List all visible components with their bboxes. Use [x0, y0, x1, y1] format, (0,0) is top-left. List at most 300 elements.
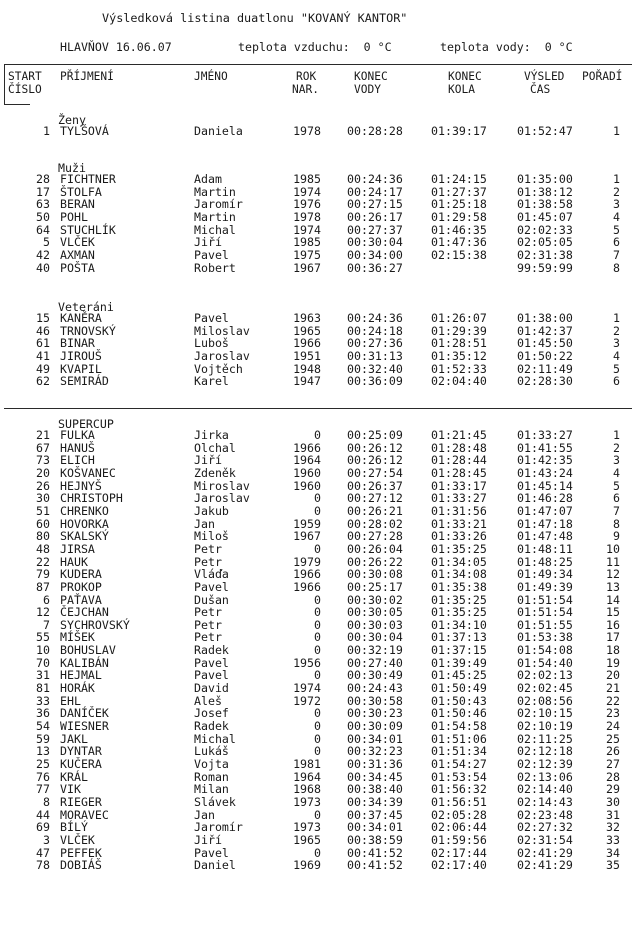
cell-no: 7 — [43, 617, 50, 632]
cell-bike: 01:50:46 — [431, 706, 487, 721]
cell-water: 00:25:09 — [347, 428, 403, 442]
cell-bike: 01:21:45 — [431, 428, 487, 442]
cell-result: 01:45:50 — [517, 336, 573, 351]
cell-bike: 01:53:54 — [431, 769, 487, 784]
cell-name: Martin — [194, 209, 236, 224]
cell-surname: CHRENKO — [60, 503, 109, 518]
header-bike-end: KONEC — [448, 70, 482, 83]
cell-bike: 01:46:35 — [431, 222, 487, 237]
cell-year: 0 — [314, 605, 321, 620]
cell-name: Petr — [194, 554, 222, 569]
cell-surname: TRNOVSKÝ — [60, 323, 116, 338]
cell-no: 1 — [43, 124, 50, 138]
cell-bike: 01:24:15 — [431, 172, 487, 186]
cell-result: 01:41:55 — [517, 440, 573, 455]
cell-name: Jakub — [194, 503, 229, 518]
cell-water: 00:26:17 — [347, 209, 403, 224]
cell-name: Milan — [194, 782, 229, 797]
cell-result: 99:59:99 — [517, 260, 573, 275]
cell-rank: 2 — [613, 440, 620, 455]
cell-year: 1948 — [293, 361, 321, 376]
cell-rank: 29 — [606, 782, 620, 797]
cell-no: 15 — [36, 311, 50, 325]
cell-water: 00:26:04 — [347, 541, 403, 556]
cell-bike: 01:25:18 — [431, 197, 487, 212]
cell-rank: 27 — [606, 756, 620, 771]
cell-result: 02:31:38 — [517, 247, 573, 262]
category-label: Ženy — [58, 113, 86, 127]
cell-rank: 24 — [606, 719, 620, 733]
cell-no: 70 — [36, 655, 50, 670]
header-top-rule — [4, 64, 632, 65]
header-bottom-rule — [4, 104, 30, 105]
cell-no: 80 — [36, 529, 50, 544]
cell-water: 00:28:02 — [347, 516, 403, 531]
cell-rank: 21 — [606, 681, 620, 695]
cell-result: 02:11:49 — [517, 361, 573, 376]
cell-result: 01:45:14 — [517, 478, 573, 493]
cell-year: 1974 — [293, 681, 321, 695]
cell-year: 1978 — [293, 209, 321, 224]
cell-name: Jaroslav — [194, 491, 250, 506]
cell-name: Dušan — [194, 592, 229, 607]
cell-no: 6 — [43, 592, 50, 607]
cell-result: 02:12:39 — [517, 756, 573, 771]
cell-surname: DANÍČEK — [60, 706, 109, 721]
cell-result: 01:49:39 — [517, 579, 573, 594]
cell-bike: 01:39:17 — [431, 124, 487, 138]
cell-name: Jiří — [194, 832, 222, 847]
cell-no: 40 — [36, 260, 50, 275]
cell-name: Radek — [194, 719, 229, 733]
cell-surname: VLČEK — [60, 832, 95, 847]
cell-year: 1973 — [293, 820, 321, 835]
cell-surname: STUCHLÍK — [60, 222, 116, 237]
cell-year: 0 — [314, 731, 321, 746]
header-water: VODY — [354, 83, 381, 96]
cell-bike: 02:17:44 — [431, 845, 487, 860]
cell-rank: 14 — [606, 592, 620, 607]
cell-bike: 01:54:27 — [431, 756, 487, 771]
cell-no: 26 — [36, 478, 50, 493]
cell-no: 10 — [36, 643, 50, 657]
cell-no: 69 — [36, 820, 50, 835]
cell-name: Pavel — [194, 668, 229, 683]
cell-name: Josef — [194, 706, 229, 721]
cell-name: Jaromír — [194, 820, 243, 835]
cell-rank: 2 — [613, 184, 620, 199]
cell-bike: 01:56:32 — [431, 782, 487, 797]
cell-surname: HORÁK — [60, 681, 95, 695]
cell-surname: VLČEK — [60, 235, 95, 250]
cell-bike: 01:33:21 — [431, 516, 487, 531]
cell-rank: 5 — [613, 361, 620, 376]
cell-surname: KANĚRA — [60, 311, 102, 325]
cell-year: 1960 — [293, 478, 321, 493]
cell-no: 8 — [43, 794, 50, 809]
cell-result: 01:50:22 — [517, 348, 573, 363]
cell-bike: 01:47:36 — [431, 235, 487, 250]
cell-no: 77 — [36, 782, 50, 797]
cell-result: 02:08:56 — [517, 693, 573, 708]
air-temperature: teplota vzduchu: 0 °C — [238, 40, 392, 54]
cell-rank: 3 — [613, 197, 620, 212]
cell-rank: 6 — [613, 235, 620, 250]
cell-rank: 17 — [606, 630, 620, 645]
cell-surname: HEJNYŠ — [60, 478, 102, 493]
cell-water: 00:27:28 — [347, 529, 403, 544]
cell-result: 01:46:28 — [517, 491, 573, 506]
cell-result: 01:38:12 — [517, 184, 573, 199]
cell-bike: 01:35:25 — [431, 592, 487, 607]
cell-name: Jan — [194, 516, 215, 531]
cell-no: 61 — [36, 336, 50, 351]
cell-surname: KALIBÁN — [60, 655, 109, 670]
cell-year: 0 — [314, 630, 321, 645]
cell-rank: 2 — [613, 323, 620, 338]
cell-no: 79 — [36, 567, 50, 582]
cell-no: 60 — [36, 516, 50, 531]
cell-rank: 19 — [606, 655, 620, 670]
cell-bike: 01:52:33 — [431, 361, 487, 376]
cell-no: 47 — [36, 845, 50, 860]
cell-no: 44 — [36, 807, 50, 822]
cell-bike: 01:27:37 — [431, 184, 487, 199]
cell-name: Pavel — [194, 845, 229, 860]
cell-water: 00:27:54 — [347, 465, 403, 480]
header-surname: PŘÍJMENÍ — [60, 70, 114, 83]
cell-result: 01:43:24 — [517, 465, 573, 480]
cell-surname: HAUK — [60, 554, 88, 569]
cell-water: 00:32:40 — [347, 361, 403, 376]
cell-surname: JAKL — [60, 731, 88, 746]
cell-name: Olchal — [194, 440, 236, 455]
cell-year: 1972 — [293, 693, 321, 708]
header-time: ČAS — [530, 83, 551, 96]
cell-name: Jiří — [194, 453, 222, 468]
cell-result: 02:28:30 — [517, 374, 573, 389]
cell-no: 31 — [36, 668, 50, 683]
cell-no: 54 — [36, 719, 50, 733]
cell-surname: BOHUSLAV — [60, 643, 116, 657]
cell-result: 01:53:38 — [517, 630, 573, 645]
cell-surname: HOVORKA — [60, 516, 109, 531]
cell-result: 01:42:37 — [517, 323, 573, 338]
cell-bike: 01:29:39 — [431, 323, 487, 338]
cell-name: Miloš — [194, 529, 229, 544]
cell-water: 00:28:28 — [347, 124, 403, 138]
cell-water: 00:32:19 — [347, 643, 403, 657]
cell-rank: 10 — [606, 541, 620, 556]
category-label: Muži — [58, 161, 86, 175]
cell-name: Martin — [194, 184, 236, 199]
cell-no: 76 — [36, 769, 50, 784]
cell-surname: PEFFEK — [60, 845, 102, 860]
cell-year: 0 — [314, 643, 321, 657]
cell-result: 02:02:33 — [517, 222, 573, 237]
cell-water: 00:26:12 — [347, 440, 403, 455]
cell-bike: 01:31:56 — [431, 503, 487, 518]
cell-rank: 6 — [613, 491, 620, 506]
cell-rank: 3 — [613, 453, 620, 468]
cell-name: Pavel — [194, 247, 229, 262]
cell-surname: BINAR — [60, 336, 95, 351]
cell-name: Jaroslav — [194, 348, 250, 363]
cell-no: 59 — [36, 731, 50, 746]
cell-name: Vláďa — [194, 567, 229, 582]
cell-name: Petr — [194, 630, 222, 645]
cell-surname: KUČERA — [60, 756, 102, 771]
cell-result: 01:51:54 — [517, 605, 573, 620]
cell-water: 00:34:01 — [347, 820, 403, 835]
cell-result: 02:10:15 — [517, 706, 573, 721]
cell-water: 00:27:36 — [347, 336, 403, 351]
cell-year: 1981 — [293, 756, 321, 771]
cell-name: Vojtěch — [194, 361, 243, 376]
cell-water: 00:30:03 — [347, 617, 403, 632]
cell-rank: 25 — [606, 731, 620, 746]
cell-result: 01:51:54 — [517, 592, 573, 607]
cell-bike: 01:26:07 — [431, 311, 487, 325]
cell-year: 1979 — [293, 554, 321, 569]
cell-water: 00:41:52 — [347, 858, 403, 873]
cell-water: 00:26:37 — [347, 478, 403, 493]
cell-surname: ŠTOLFA — [60, 184, 102, 199]
cell-no: 21 — [36, 428, 50, 442]
cell-result: 02:27:32 — [517, 820, 573, 835]
cell-bike: 01:39:49 — [431, 655, 487, 670]
cell-no: 17 — [36, 184, 50, 199]
cell-bike: 01:34:08 — [431, 567, 487, 582]
cell-surname: RIEGER — [60, 794, 102, 809]
cell-rank: 6 — [613, 374, 620, 389]
cell-water: 00:41:52 — [347, 845, 403, 860]
cell-rank: 3 — [613, 336, 620, 351]
cell-rank: 16 — [606, 617, 620, 632]
cell-water: 00:27:15 — [347, 197, 403, 212]
cell-bike: 01:33:17 — [431, 478, 487, 493]
cell-rank: 28 — [606, 769, 620, 784]
cell-result: 01:47:18 — [517, 516, 573, 531]
cell-result: 02:41:29 — [517, 858, 573, 873]
cell-bike: 01:50:49 — [431, 681, 487, 695]
cell-bike: 01:59:56 — [431, 832, 487, 847]
cell-surname: DYNTAR — [60, 744, 102, 759]
cell-result: 01:52:47 — [517, 124, 573, 138]
cell-name: Michal — [194, 222, 236, 237]
cell-rank: 4 — [613, 465, 620, 480]
cell-water: 00:34:45 — [347, 769, 403, 784]
cell-rank: 35 — [606, 858, 620, 873]
cell-no: 78 — [36, 858, 50, 873]
cell-year: 1964 — [293, 453, 321, 468]
cell-name: Slávek — [194, 794, 236, 809]
cell-result: 01:38:58 — [517, 197, 573, 212]
cell-water: 00:32:23 — [347, 744, 403, 759]
cell-bike: 02:05:28 — [431, 807, 487, 822]
cell-bike: 02:04:40 — [431, 374, 487, 389]
cell-water: 00:31:36 — [347, 756, 403, 771]
cell-water: 00:30:23 — [347, 706, 403, 721]
cell-rank: 9 — [613, 529, 620, 544]
cell-water: 00:26:22 — [347, 554, 403, 569]
cell-year: 1967 — [293, 260, 321, 275]
cell-surname: PROKOP — [60, 579, 102, 594]
cell-bike: 01:45:25 — [431, 668, 487, 683]
cell-rank: 5 — [613, 222, 620, 237]
cell-result: 02:14:43 — [517, 794, 573, 809]
cell-surname: POŠTA — [60, 260, 95, 275]
section-divider — [4, 408, 632, 409]
cell-name: Petr — [194, 605, 222, 620]
cell-surname: FICHTNER — [60, 172, 116, 186]
cell-surname: WIESNER — [60, 719, 109, 733]
document-title: Výsledková listina duatlonu "KOVANÝ KANTOR" — [102, 11, 408, 25]
cell-bike: 01:37:13 — [431, 630, 487, 645]
cell-year: 1973 — [293, 794, 321, 809]
cell-result: 01:51:55 — [517, 617, 573, 632]
cell-rank: 1 — [613, 311, 620, 325]
cell-name: Miloslav — [194, 323, 250, 338]
cell-rank: 5 — [613, 478, 620, 493]
cell-result: 02:02:45 — [517, 681, 573, 695]
cell-no: 48 — [36, 541, 50, 556]
cell-name: Luboš — [194, 336, 229, 351]
cell-year: 1967 — [293, 529, 321, 544]
header-bike: KOLA — [448, 83, 475, 96]
cell-year: 0 — [314, 807, 321, 822]
cell-rank: 23 — [606, 706, 620, 721]
cell-rank: 7 — [613, 503, 620, 518]
cell-rank: 4 — [613, 348, 620, 363]
cell-result: 01:49:34 — [517, 567, 573, 582]
cell-year: 1966 — [293, 567, 321, 582]
header-rank: POŘADÍ — [582, 70, 623, 83]
cell-name: Daniel — [194, 858, 236, 873]
cell-water: 00:36:27 — [347, 260, 403, 275]
cell-rank: 8 — [613, 260, 620, 275]
cell-no: 49 — [36, 361, 50, 376]
cell-result: 01:54:40 — [517, 655, 573, 670]
cell-year: 1963 — [293, 311, 321, 325]
cell-water: 00:30:08 — [347, 567, 403, 582]
cell-name: Jaromír — [194, 197, 243, 212]
cell-name: Pavel — [194, 311, 229, 325]
cell-year: 1956 — [293, 655, 321, 670]
cell-year: 0 — [314, 617, 321, 632]
cell-bike: 01:34:05 — [431, 554, 487, 569]
cell-name: Lukáš — [194, 744, 229, 759]
cell-result: 02:12:18 — [517, 744, 573, 759]
cell-rank: 32 — [606, 820, 620, 835]
cell-result: 01:42:35 — [517, 453, 573, 468]
cell-bike: 01:35:25 — [431, 541, 487, 556]
cell-bike: 01:37:15 — [431, 643, 487, 657]
cell-no: 41 — [36, 348, 50, 363]
cell-surname: KVAPIL — [60, 361, 102, 376]
cell-bike: 01:28:51 — [431, 336, 487, 351]
cell-result: 01:54:08 — [517, 643, 573, 657]
cell-water: 00:24:17 — [347, 184, 403, 199]
cell-water: 00:34:00 — [347, 247, 403, 262]
cell-surname: FULKA — [60, 428, 95, 442]
cell-bike: 01:28:45 — [431, 465, 487, 480]
cell-rank: 7 — [613, 247, 620, 262]
cell-name: Daniela — [194, 124, 243, 138]
cell-name: Michal — [194, 731, 236, 746]
cell-no: 51 — [36, 503, 50, 518]
cell-water: 00:38:40 — [347, 782, 403, 797]
cell-rank: 8 — [613, 516, 620, 531]
cell-year: 1974 — [293, 222, 321, 237]
cell-year: 1976 — [293, 197, 321, 212]
cell-no: 20 — [36, 465, 50, 480]
cell-water: 00:37:45 — [347, 807, 403, 822]
cell-no: 50 — [36, 209, 50, 224]
cell-year: 0 — [314, 592, 321, 607]
cell-year: 1959 — [293, 516, 321, 531]
cell-surname: SYCHROVSKÝ — [60, 617, 130, 632]
cell-bike: 01:51:34 — [431, 744, 487, 759]
cell-year: 1974 — [293, 184, 321, 199]
cell-rank: 30 — [606, 794, 620, 809]
cell-no: 64 — [36, 222, 50, 237]
cell-bike: 01:50:43 — [431, 693, 487, 708]
cell-water: 00:30:09 — [347, 719, 403, 733]
cell-water: 00:27:37 — [347, 222, 403, 237]
header-name: JMÉNO — [194, 70, 228, 83]
cell-water: 00:26:12 — [347, 453, 403, 468]
cell-result: 01:45:07 — [517, 209, 573, 224]
cell-no: 42 — [36, 247, 50, 262]
header-start: START — [8, 70, 42, 83]
cell-name: Karel — [194, 374, 229, 389]
cell-name: Jirka — [194, 428, 229, 442]
cell-surname: AXMAN — [60, 247, 95, 262]
cell-name: Aleš — [194, 693, 222, 708]
cell-surname: MORAVEC — [60, 807, 109, 822]
cell-water: 00:38:59 — [347, 832, 403, 847]
header-left-rule — [4, 64, 5, 104]
cell-year: 1985 — [293, 235, 321, 250]
cell-no: 5 — [43, 235, 50, 250]
cell-name: Jiří — [194, 235, 222, 250]
cell-surname: POHL — [60, 209, 88, 224]
cell-no: 62 — [36, 374, 50, 389]
cell-result: 02:31:54 — [517, 832, 573, 847]
cell-rank: 13 — [606, 579, 620, 594]
cell-no: 30 — [36, 491, 50, 506]
cell-water: 00:25:17 — [347, 579, 403, 594]
cell-year: 0 — [314, 744, 321, 759]
cell-result: 02:13:06 — [517, 769, 573, 784]
cell-no: 73 — [36, 453, 50, 468]
cell-result: 01:35:00 — [517, 172, 573, 186]
cell-rank: 11 — [606, 554, 620, 569]
cell-name: David — [194, 681, 229, 695]
cell-rank: 20 — [606, 668, 620, 683]
cell-no: 13 — [36, 744, 50, 759]
cell-surname: DOBIÁŠ — [60, 858, 102, 873]
cell-surname: KOŠVANEC — [60, 465, 116, 480]
header-born: NAR. — [292, 83, 319, 96]
cell-bike: 01:51:06 — [431, 731, 487, 746]
cell-rank: 34 — [606, 845, 620, 860]
cell-rank: 4 — [613, 209, 620, 224]
cell-rank: 18 — [606, 643, 620, 657]
cell-year: 0 — [314, 428, 321, 442]
cell-year: 1965 — [293, 323, 321, 338]
